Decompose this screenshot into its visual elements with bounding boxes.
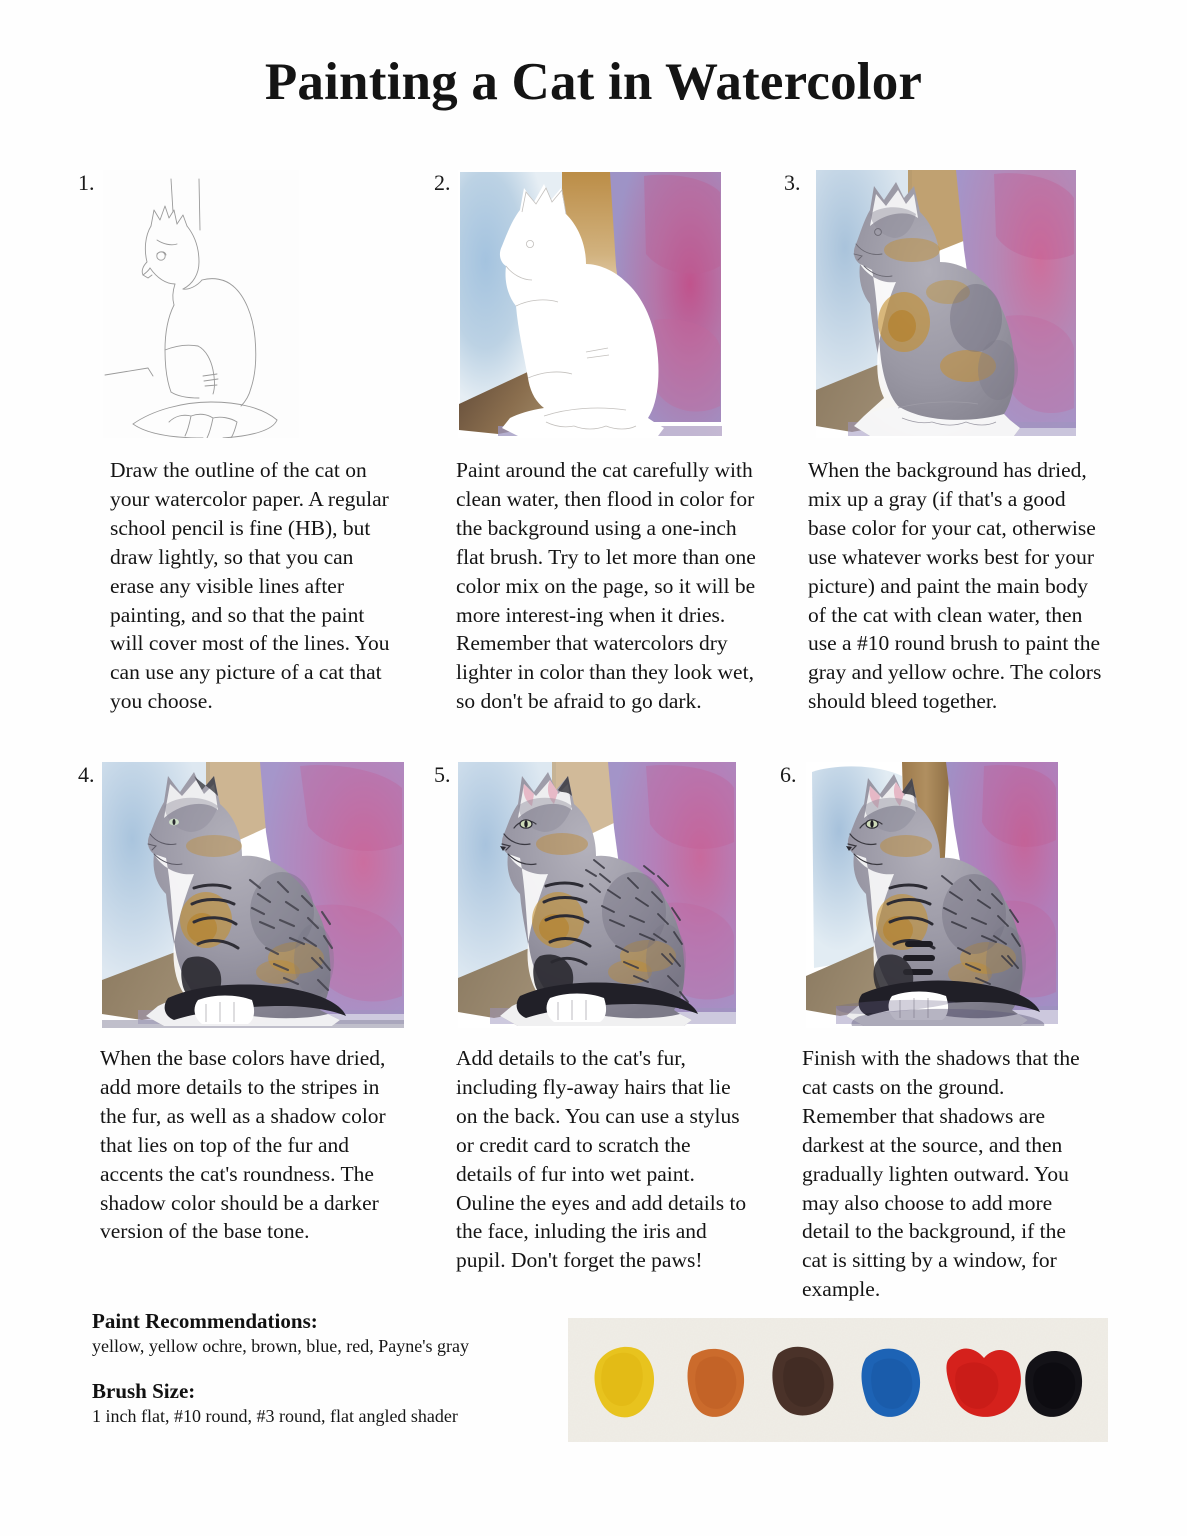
brush-size-block [92, 1379, 552, 1427]
step-1-text: Draw the outline of the cat on your watercolor paper. A regular school pencil is fine (HB), but draw lightly, so that you can erase any visible lines after painting, and so that the paint will cover most of the lines. You can use any picture of a cat that you choose. [110, 458, 390, 714]
step-6-cast-shadows-finish [806, 762, 1058, 1028]
step-3-gray-and-ochre-base [816, 170, 1076, 438]
step-4-text: When the base colors have dried, add more details to the stripes in the fur, as well as a shadow color that lies on top of the fur and accents the cat's roundness. The shadow color should be a darker version of the base tone. [100, 1046, 386, 1244]
step-6-number: 6. [780, 762, 797, 787]
swatch-blue [862, 1349, 921, 1417]
page-title: Painting a Cat in Watercolor [264, 53, 923, 111]
step-3-number: 3. [784, 170, 801, 195]
step-5-text: Add details to the cat's fur, including fly-away hairs that lie on the back. You can use a stylus or credit card to scratch the details of fur into wet paint. Ouline the eyes and add details to the face, inluding the iris and pupil. Don't forget the paws! [456, 1046, 747, 1273]
paint-recommendations-block [92, 1309, 552, 1357]
paint-recommendations-list: yellow, yellow ochre, brown, blue, red, Payne's gray [92, 1336, 469, 1356]
step-2-number: 2. [434, 170, 451, 195]
step-5-number: 5. [434, 762, 451, 787]
step-4-number: 4. [78, 762, 95, 787]
brush-size-list: 1 inch flat, #10 round, #3 round, flat angled shader [92, 1406, 458, 1426]
step-2-text: Paint around the cat carefully with clean water, then flood in color for the background using a one-inch flat brush. Try to let more than one color mix on the page, so it will be more interest-ing when it dries. Remember that watercolors dry lighter in color than they look wet, so don't be afraid to go dark. [456, 458, 756, 714]
step-6-text: Finish with the shadows that the cat casts on the ground. Remember that shadows are darkest at the source, and then gradually lighten outward. You may also choose to add more detail to the background, if the cat is sitting by a window, for example. [802, 1046, 1080, 1302]
step-1-number: 1. [78, 170, 95, 195]
step-2-background-wash [458, 170, 723, 438]
step-3-text: When the background has dried, mix up a gray (if that's a good base color for your cat, otherwise use whatever works best for your picture) and paint the main body of the cat with clean water, then use a #10 round brush to paint the gray and yellow ochre. The colors should bleed together. [808, 458, 1102, 714]
paint-recommendations-heading: Paint Recommendations: [92, 1309, 318, 1333]
step-1-pencil-sketch [103, 170, 299, 438]
step-4-fur-stripes-and-shadow [102, 762, 404, 1028]
step-5-fur-detail-and-face [458, 762, 736, 1028]
paint-swatch-panel [568, 1318, 1108, 1442]
brush-size-heading: Brush Size: [92, 1379, 196, 1403]
